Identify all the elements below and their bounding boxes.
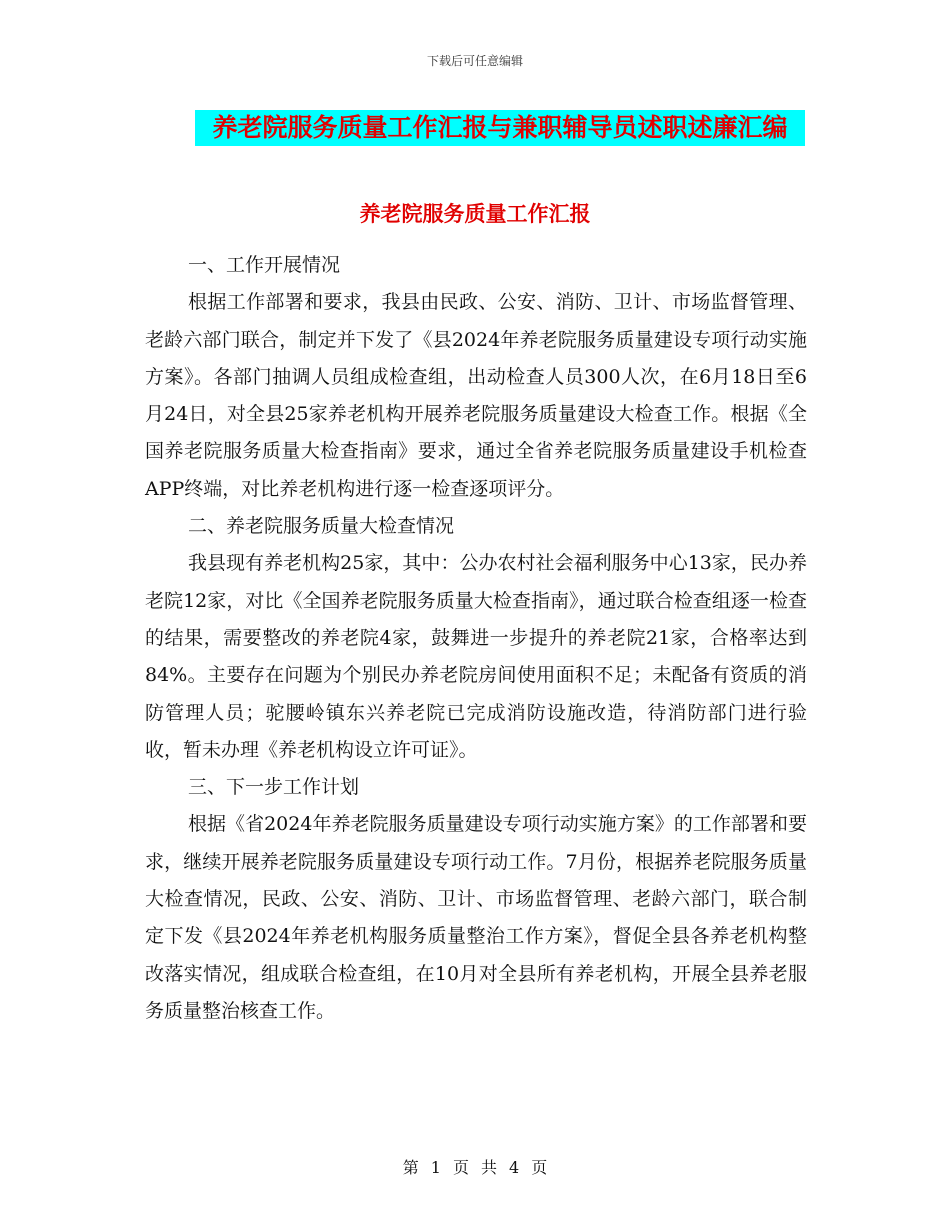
section-title: 养老院服务质量工作汇报 bbox=[359, 202, 591, 226]
header-note: 下载后可任意编辑 bbox=[426, 54, 523, 68]
current-page-number: 1 bbox=[430, 1158, 441, 1177]
page-footer bbox=[0, 1155, 950, 1178]
footer-suffix: 页 bbox=[531, 1158, 548, 1177]
heading-next-steps: 三、下一步工作计划 bbox=[188, 776, 360, 799]
footer-prefix: 第 bbox=[402, 1158, 419, 1177]
paragraph-inspection-status: 我县现有养老机构25家，其中：公办农村社会福利服务中心13家，民办养老院12家，对比《全国养老院服务质量大检查指南》，通过联合检查组逐一检查的结果，需要整改的养老院4家，鼓舞进一步提升的养老院21家，合格率达到84%。主要存在问题为个别民办养老院房间使用面积不足；未配备有资质的消防管理人员；驼腰岭镇东兴养老院已完成消防设施改造，待消防部门进行验收，暂未办理《养老机构设立许可证》。 bbox=[145, 552, 807, 761]
paragraph-next-steps: 根据《省2024年养老院服务质量建设专项行动实施方案》的工作部署和要求，继续开展养老院服务质量建设专项行动工作。7月份，根据养老院服务质量大检查情况，民政、公安、消防、卫计、市场监督管理、老龄六部门，联合制定下发《县2024年养老机构服务质量整治工作方案》，督促全县各养老机构整改落实情况，组成联合检查组，在10月对全县所有养老机构，开展全县养老服务质量整治核查工作。 bbox=[145, 813, 807, 1022]
footer-page-word: 页 bbox=[452, 1158, 469, 1177]
heading-inspection-status: 二、养老院服务质量大检查情况 bbox=[188, 515, 455, 538]
heading-work-progress: 一、工作开展情况 bbox=[188, 254, 341, 276]
footer-total-word: 共 bbox=[481, 1158, 498, 1177]
body-text bbox=[145, 247, 807, 1030]
main-title: 养老院服务质量工作汇报与兼职辅导员述职述廉汇编 bbox=[195, 110, 805, 146]
paragraph-work-progress: 根据工作部署和要求，我县由民政、公安、消防、卫计、市场监督管理、老龄六部门联合，制定并下发了《县2024年养老院服务质量建设专项行动实施方案》。各部门抽调人员组成检查组，出动检查人员300人次，在6月18日至6月24日，对全县25家养老机构开展养老院服务质量建设大检查工作。根据《全国养老院服务质量大检查指南》要求，通过全省养老院服务质量建设手机检查APP终端，对比养老机构进行逐一检查逐项评分。 bbox=[145, 291, 807, 500]
total-page-number: 4 bbox=[509, 1158, 520, 1177]
